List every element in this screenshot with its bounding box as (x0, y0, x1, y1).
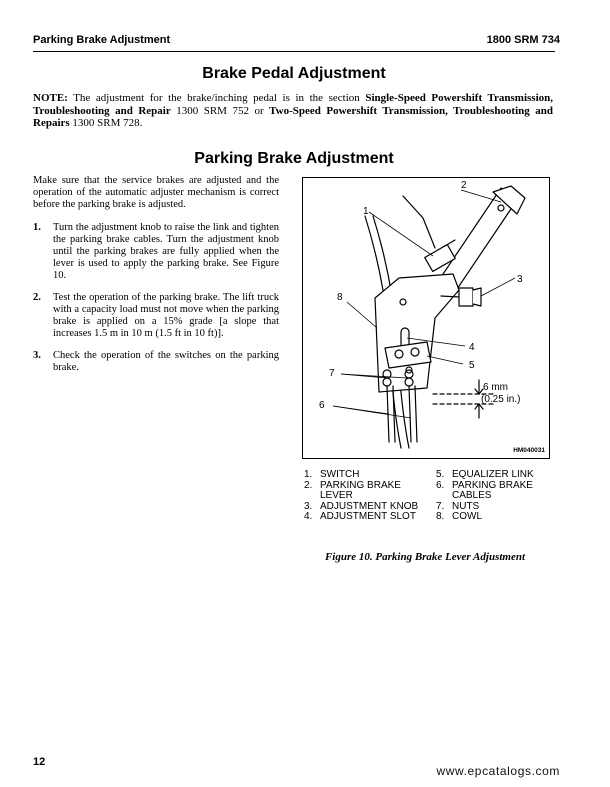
note-run: 1300 SRM 728. (69, 117, 143, 129)
note-bold-run: Single-Speed Powershift Transmission, Troubleshooting and Repair (33, 92, 553, 117)
mounting-bracket-shape (375, 274, 459, 392)
legend-label: ADJUSTMENT SLOT (320, 511, 416, 522)
note-bold-run: Two-Speed Powershift Transmission, Troubleshooting and Repairs (33, 104, 553, 129)
legend-item (304, 470, 436, 481)
procedure-step (33, 222, 279, 282)
callout-7: 7 (329, 368, 335, 379)
legend-label: COWL (452, 511, 482, 522)
step-text: Turn the adjustment knob to raise the link and tighten the parking brake cables. Turn the adjustment knob until the parking brakes are fully applied when the lever is used to apply the parking brake. See Figure 10. (53, 222, 279, 281)
header-section-title: Parking Brake Adjustment (33, 34, 171, 46)
knob-cap-shape (473, 288, 481, 306)
brake-cable-right-edge (415, 386, 417, 442)
figure-id: HM040031 (513, 447, 545, 454)
legend-item (436, 512, 554, 523)
figure-frame (302, 177, 550, 459)
adjustment-knob-shape (459, 288, 473, 306)
legend-label: NUTS (452, 500, 480, 512)
step-number: 2. (33, 292, 41, 303)
legend-item (436, 470, 554, 481)
legend-label: EQUALIZER LINK (452, 469, 534, 480)
callout-3: 3 (517, 274, 523, 285)
legend-label: PARKING BRAKE LEVER (320, 479, 401, 501)
parking-brake-intro: Make sure that the service brakes are adjusted and the operation of the automatic adjuster mechanism is correct before the parking brake is adjusted. (33, 175, 279, 210)
callout-4: 4 (469, 342, 475, 353)
brake-cable-right (409, 386, 411, 442)
switch-wire (445, 240, 455, 246)
note-bold-run: NOTE: (33, 92, 68, 104)
note-run: The adjustment for the brake/inching pedal is in the section (67, 92, 366, 104)
legend-item (304, 512, 436, 523)
parking-brake-heading: Parking Brake Adjustment (194, 150, 394, 167)
parking-brake-diagram (303, 178, 551, 460)
step-number: 1. (33, 222, 41, 233)
legend-number: 4. (304, 511, 313, 522)
legend-label: PARKING BRAKE CABLES (452, 479, 533, 501)
legend-column-right (436, 470, 554, 523)
legend-number: 3. (304, 500, 313, 512)
step-number: 3. (33, 350, 41, 361)
leader-line-6b (333, 406, 411, 418)
legend-number: 8. (436, 511, 445, 522)
legend-number: 1. (304, 469, 313, 480)
figure-caption: Figure 10. Parking Brake Lever Adjustment (324, 551, 526, 563)
legend-number: 7. (436, 500, 445, 512)
leader-line-8 (347, 302, 377, 328)
callout-6: 6 (319, 400, 325, 411)
leader-line-3 (481, 278, 515, 296)
brake-pedal-note (33, 92, 553, 130)
watermark: www.epcatalogs.com (436, 764, 560, 778)
brake-cable-left-edge (393, 386, 395, 442)
procedure-step (33, 292, 279, 340)
step-text: Test the operation of the parking brake. The lift truck with a capacity load must not move when the parking brake is applied on a 15% grade [a slope that increases 1.5 m in 10 m (1.5 ft in 10 ft)]. (53, 292, 279, 339)
legend-label: SWITCH (320, 469, 360, 480)
legend-label: ADJUSTMENT KNOB (320, 500, 419, 512)
procedure-steps (33, 222, 279, 384)
procedure-step (33, 350, 279, 374)
figure-legend (304, 470, 554, 523)
legend-item (436, 481, 554, 502)
page-number: 12 (33, 756, 46, 768)
callout-1: 1 (363, 206, 369, 217)
leader-line-5 (427, 356, 463, 364)
legend-number: 5. (436, 469, 445, 480)
dimension-value-imperial: (0.25 in.) (481, 394, 521, 405)
step-text: Check the operation of the switches on the parking brake. (53, 350, 279, 373)
callout-2: 2 (461, 180, 467, 191)
callout-5: 5 (469, 360, 475, 371)
header-doc-number: 1800 SRM 734 (486, 34, 560, 46)
note-run: 1300 SRM 752 or (170, 104, 270, 117)
cowl-upper-line (403, 196, 435, 248)
legend-number: 6. (436, 479, 445, 491)
legend-item (304, 481, 436, 502)
header-rule (33, 51, 555, 52)
brake-pedal-heading: Brake Pedal Adjustment (202, 65, 386, 82)
legend-number: 2. (304, 479, 313, 491)
callout-8: 8 (337, 292, 343, 303)
dimension-value: 6 mm (483, 382, 508, 393)
legend-column-left (304, 470, 436, 523)
